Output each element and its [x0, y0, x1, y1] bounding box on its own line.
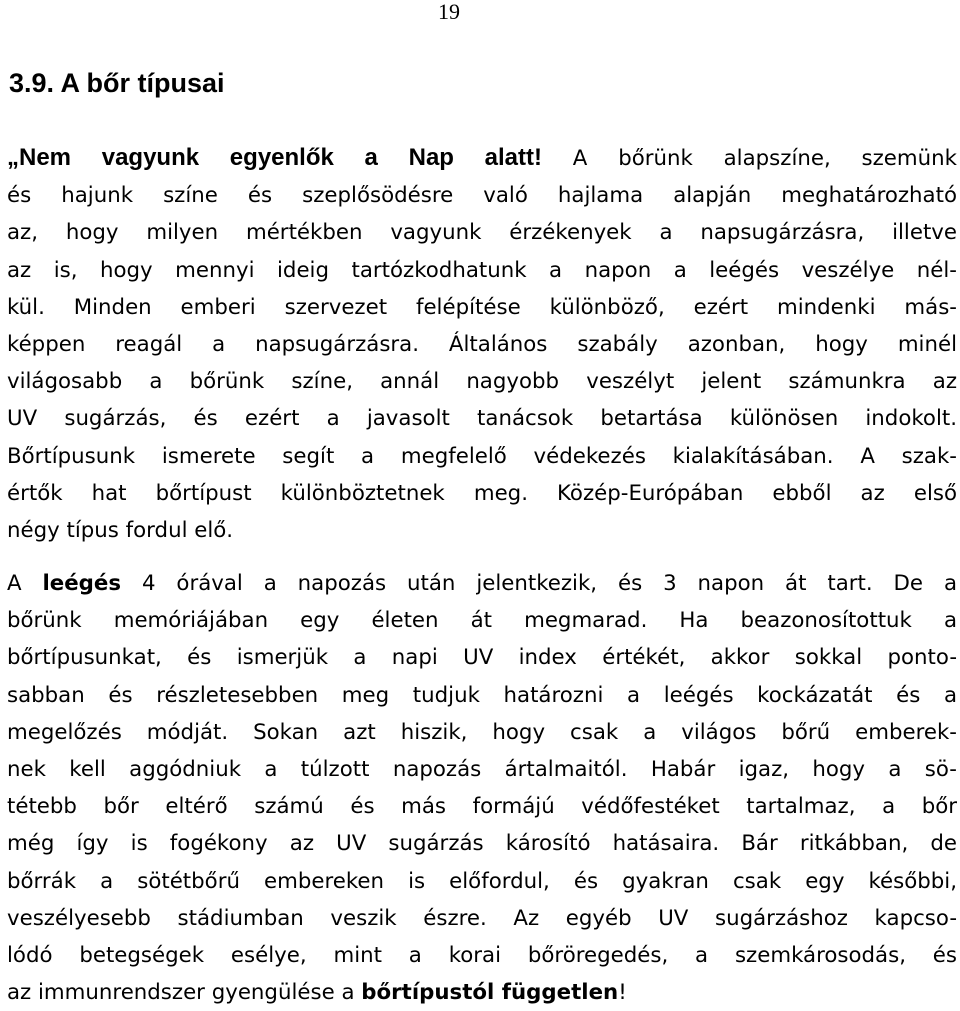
text-line: értők hat bőrtípust különböztetnek meg. Közép-Európában ebből az első [7, 480, 957, 506]
text-line: veszélyesebb stádiumban veszik észre. Az egyéb UV sugárzáshoz kapcso- [7, 905, 957, 931]
text-line: képpen reagál a napsugárzásra. Általános szabály azonban, hogy minél [7, 332, 957, 358]
text-line: az, hogy milyen mértékben vagyunk érzékenyek a napsugárzásra, illetve [7, 220, 957, 246]
text-line: bőrünk memóriájában egy életen át megmarad. Ha beazonosítottuk a [7, 608, 957, 634]
text-line: Bőrtípusunk ismerete segít a megfelelő védekezés kialakításában. A szak- [7, 443, 957, 469]
text-line: még így is fogékony az UV sugárzás károsító hatásaira. Bár ritkábban, de [7, 831, 957, 857]
text-line: négy típus fordul elő. [7, 518, 234, 544]
text-line: az immunrendszer gyengülése a bőrtípustól független! [7, 980, 627, 1006]
bold-term: bőrtípustól független [361, 980, 619, 1006]
lead-in-phrase: „Nem vagyunk egyenlők a Nap alatt! [7, 144, 542, 171]
text-line: és hajunk színe és szeplősödésre való hajlama alapján meghatározható [7, 183, 957, 209]
bold-term: leégés [42, 571, 122, 596]
text-line: az is, hogy mennyi ideig tartózkodhatunk a napon a leégés veszélye nél- [7, 257, 957, 283]
text-line: „Nem vagyunk egyenlők a Nap alatt! A bőrünk alapszíne, szemünk [7, 144, 957, 171]
text-line: lódó betegségek esélye, mint a korai bőröregedés, a szemkárosodás, és [7, 943, 957, 969]
text-line: világosabb a bőrünk színe, annál nagyobb veszélyt jelent számunkra az [7, 369, 957, 395]
paragraph-sunburn [7, 565, 957, 1011]
section-heading: 3.9. A bőr típusai [9, 68, 225, 98]
text-line: bőrtípusunkat, és ismerjük a napi UV index értékét, akkor sokkal ponto- [7, 645, 957, 671]
paragraph-intro [7, 139, 957, 549]
text-line: A leégés 4 órával a napozás után jelentkezik, és 3 napon át tart. De a [7, 571, 957, 596]
text-line: bőrrák a sötétbőrű embereken is előfordul, és gyakran csak egy későbbi, [7, 868, 957, 894]
text-line: sabban és részletesebben meg tudjuk határozni a leégés kockázatát és a [7, 682, 957, 708]
text-line: tétebb bőr eltérő számú és más formájú védőfestéket tartalmaz, a bőr [7, 794, 957, 820]
text-line: megelőzés módját. Sokan azt hiszik, hogy csak a világos bőrű emberek- [7, 719, 957, 745]
page-number: 19 [438, 0, 460, 24]
text-line: UV sugárzás, és ezért a javasolt tanácsok betartása különösen indokolt. [7, 406, 957, 432]
text-line: nek kell aggódniuk a túlzott napozás ártalmaitól. Habár igaz, hogy a sö- [7, 757, 957, 783]
text-line: kül. Minden emberi szervezet felépítése különböző, ezért mindenki más- [7, 294, 957, 320]
